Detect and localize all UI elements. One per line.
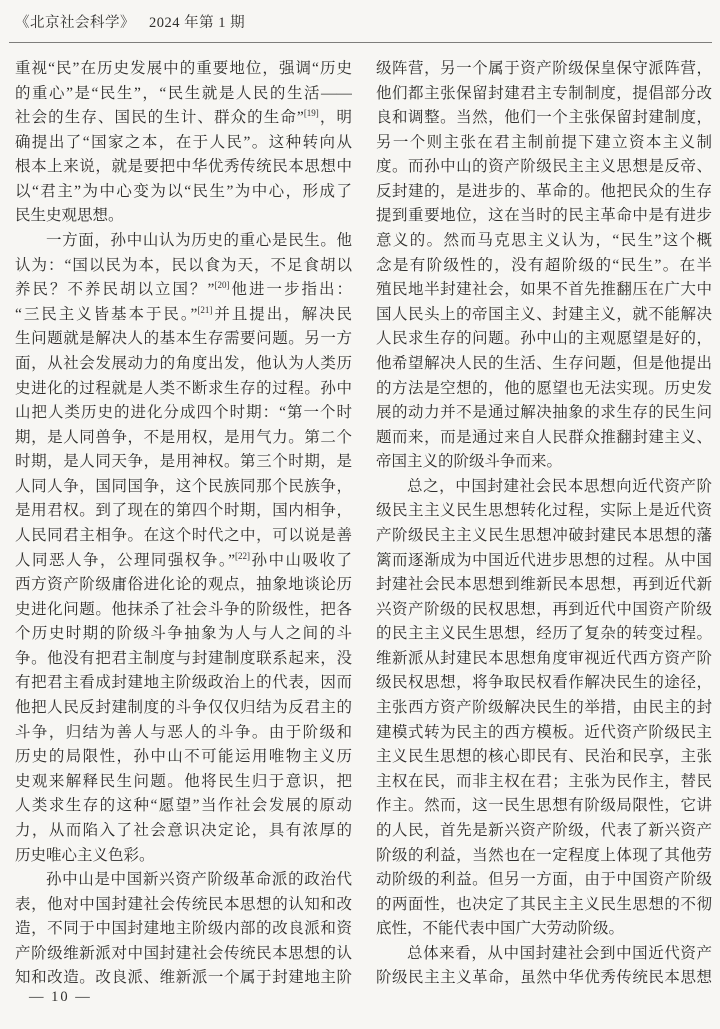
reference-marker: [22] (235, 550, 251, 561)
text-line: 作主。然而，这一民生思想有阶级局限性，它讲 (376, 797, 712, 815)
text-line: 生问题就是解决人的基本生存需要问题。另一方 (15, 330, 352, 348)
text-line: 动阶级的利益。但另一方面，由于中国资产阶级 (376, 871, 712, 889)
journal-title: 《北京社会科学》 (15, 15, 135, 31)
text-line: 有把君主看成封建地主阶级政治上的代表，因而 (15, 674, 352, 692)
text-line: 建模式转为民主的西方模板。近代资产阶级民主 (376, 723, 712, 741)
text-line: 时期，是人同天争，是用神权。第三个时期，是 (15, 453, 352, 471)
text-line: 知和改造。改良派、维新派一个属于封建地主阶 (15, 969, 352, 987)
reference-marker: [21] (197, 304, 213, 315)
text-line: 篱而逐渐成为中国近代进步思想的过程。从中国 (376, 551, 712, 569)
text-line: 人类求生存的这种“愿望”当作社会发展的原动 (15, 797, 352, 815)
text-line: 根本上来说，就是要把中华优秀传统民本思想中 (15, 158, 352, 176)
text-line: 意义的。然而马克思主义认为，“民生”这个概 (376, 232, 712, 250)
text-line: 的民主主义民生思想，经历了复杂的转变过程。 (376, 625, 712, 643)
text-line: 总体来看，从中国封建社会到中国近代资产 (407, 944, 712, 962)
text-line: 确提出了“国家之本，在于人民”。这种转向从 (15, 133, 352, 151)
text-line: 国人民头上的帝国主义、封建主义，就不能解决 (376, 305, 712, 323)
text-line: 度。而孙中山的资产阶级民主主义思想是反帝、 (376, 158, 712, 176)
text-line: 他希望解决人民的生活、生存问题，但是他提出 (376, 354, 712, 372)
text-line: 反封建的，是进步的、革命的。他把民众的生存 (376, 182, 712, 200)
text-line: 争。他没有把君主制度与封建制度联系起来，没 (15, 649, 352, 667)
text-line: 展的动力并不是通过解决抽象的求生存的民生问 (376, 404, 712, 422)
reference-marker: [20] (214, 280, 230, 291)
text-line: 山把人类历史的进化分成四个时期：“第一个时 (15, 404, 352, 422)
text-line: 他们都主张保留封建君主专制制度，提倡部分改 (376, 84, 712, 102)
text-line: 斗争，归结为善人与恶人的斗争。由于阶级和 (15, 723, 352, 741)
text-line: 养民？不养民胡以立国？”[20]他进一步指出： (15, 280, 352, 299)
text-line: 表，他对中国封建社会传统民本思想的认知和改 (15, 895, 352, 913)
text-line: 期，是人同兽争，不是用权，是用气力。第二个 (15, 428, 352, 446)
text-line: 是用君权。到了现在的第四个时期，国内相争， (15, 502, 352, 520)
page-header (15, 11, 245, 32)
header-rule-divider (9, 42, 712, 43)
reference-marker: [19] (303, 108, 319, 118)
text-line: 底性，不能代表中国广大劳动阶级。 (376, 920, 625, 938)
page-footer (29, 989, 92, 1006)
text-line: 面，从社会发展动力的角度出发，他认为人类历 (15, 354, 352, 372)
text-line: 个历史时期的阶级斗争抽象为人与人之间的斗 (15, 625, 352, 643)
text-line: 历史的局限性，孙中山不可能运用唯物主义历 (15, 748, 352, 766)
text-line: 认为：“国以民为本，民以食为天，不足食胡以 (15, 256, 352, 274)
text-line: 他把人民反封建制度的斗争仅仅归结为反君主的 (15, 699, 352, 717)
page-number: — 10 — (29, 989, 92, 1005)
text-line: 帝国主义的阶级斗争而来。 (376, 453, 563, 471)
text-line: 的两面性，也决定了其民主主义民生思想的不彻 (376, 895, 712, 913)
text-line: 历史唯心主义色彩。 (15, 846, 155, 864)
text-line: 题而来，而是通过来自人民群众推翻封建主义、 (376, 428, 712, 446)
text-line: 级民权思想，将争取民权看作解决民生的途径， (376, 674, 712, 692)
text-line: 产阶级维新派对中国封建社会传统民本思想的认 (15, 944, 352, 962)
text-line: 级阵营，另一个属于资产阶级保皇保守派阵营， (376, 60, 712, 77)
text-line: 兴资产阶级的民权思想，再到近代中国资产阶级 (376, 600, 712, 618)
text-line: 民生史观思想。 (15, 207, 124, 225)
issue-label: 2024 年第 1 期 (149, 15, 246, 31)
text-line: 史进化问题。他抹杀了社会斗争的阶级性，把各 (15, 600, 352, 618)
text-line: 阶级民主主义革命，虽然中华优秀传统民本思想 (376, 969, 712, 987)
text-line: 孙中山是中国新兴资产阶级革命派的政治代 (46, 871, 352, 889)
text-line: 产阶级民主主义民生思想冲破封建民本思想的藩 (376, 526, 712, 544)
text-line: 一方面，孙中山认为历史的重心是民生。他 (46, 232, 352, 250)
text-line: 殖民地半封建社会，如果不首先推翻压在广大中 (376, 281, 712, 299)
text-line: 的人民，首先是新兴资产阶级，代表了新兴资产 (376, 821, 712, 839)
text-line: 总之，中国封建社会民本思想向近代资产阶 (407, 477, 712, 495)
text-line: 重视“民”在历史发展中的重要地位，强调“历史 (15, 60, 352, 77)
text-line: 良和调整。当然，他们一个主张保留封建制度， (376, 109, 712, 127)
text-line: 级民主主义民生思想转化过程，实际上是近代资 (376, 502, 712, 520)
text-line: 的重心”是“民生”，“民生就是人民的生活—— (15, 84, 352, 102)
text-line: 力，从而陷入了社会意识决定论，具有浓厚的 (15, 821, 352, 839)
right-column (376, 57, 712, 991)
text-line: 人民求生存的问题。孙中山的主观愿望是好的， (376, 330, 712, 348)
text-line: 主张西方资产阶级解决民生的举措，由民主的封 (376, 699, 712, 717)
text-line: 人同恶人争，公理同强权争。”[22]孙中山吸收了 (15, 550, 352, 569)
text-line: 阶级的利益，当然也在一定程度上体现了其他劳 (376, 846, 712, 864)
text-line: 造，不同于中国封建地主阶级内部的改良派和资 (15, 920, 352, 938)
text-line: 封建社会民本思想到维新民本思想，再到近代新 (376, 576, 712, 594)
text-line: 主义民生思想的核心即民有、民治和民享，主张 (376, 748, 712, 766)
text-line: 人同人争，国同国争，这个民族同那个民族争， (15, 477, 352, 495)
text-line: 社会的生存、国民的生计、群众的生命”[19]，明 (15, 108, 352, 127)
text-line: 另一个则主张在君主制前提下建立资本主义制 (376, 133, 712, 151)
text-line: 以“君主”为中心变为以“民生”为中心，形成了 (15, 182, 352, 200)
text-line: 史进化的过程就是人类不断求生存的过程。孙中 (15, 379, 352, 397)
text-line: 主权在民，而非主权在君；主张为民作主，替民 (376, 772, 712, 790)
text-line: 念是有阶级性的，没有超阶级的“民生”。在半 (376, 256, 712, 274)
text-line: 维新派从封建民本思想角度审视近代西方资产阶 (376, 649, 712, 667)
text-line: 西方资产阶级庸俗进化论的观点，抽象地谈论历 (15, 576, 352, 594)
text-line: 人民同君主相争。在这个时代之中，可以说是善 (15, 526, 352, 544)
left-column (15, 57, 352, 991)
text-line: 提到重要地位，这在当时的民主革命中是有进步 (376, 207, 712, 225)
text-line: 史观来解释民生问题。他将民生归于意识，把 (15, 772, 352, 790)
text-line: “三民主义皆基本于民。”[21]并且提出，解决民 (15, 304, 352, 323)
text-line: 的方法是空想的，他的愿望也无法实现。历史发 (376, 379, 712, 397)
